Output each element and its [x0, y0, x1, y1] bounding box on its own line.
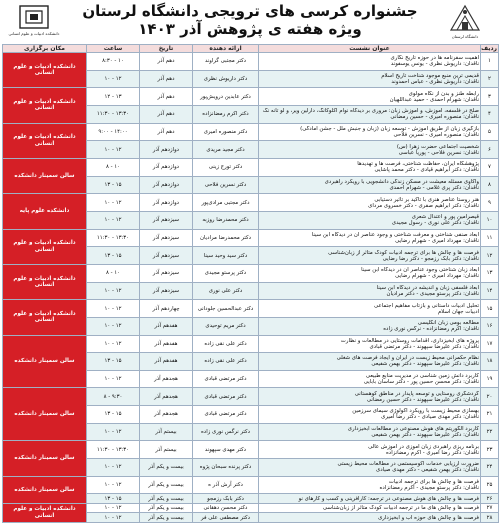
date-cell: سیزدهم آذر	[140, 282, 193, 300]
time-cell: ۱۲ - ۱۰	[87, 141, 140, 159]
table-row	[3, 388, 499, 406]
row-number-cell: ۲۴	[481, 459, 499, 477]
presenter-cell: دکتر نسرین فلاحی	[193, 176, 259, 194]
session-critics-text: ناقدان: دکتر علیرضا سپهوند - دکتر مرتضی قبادی	[369, 343, 479, 350]
row-number-cell: ۲۰	[481, 388, 499, 406]
row-number-cell: ۱۵	[481, 300, 499, 318]
session-title-cell	[259, 317, 481, 335]
presenter-cell: دکتر سید وحید سینا	[193, 247, 259, 265]
presenter-cell: دکتر عابدین درویش‌پور	[193, 88, 259, 106]
faculty-emblem-icon	[17, 3, 51, 31]
header	[0, 0, 500, 46]
row-number-cell: ۱۹	[481, 370, 499, 388]
date-cell: هجدهم آذر	[140, 370, 193, 388]
location-cell: دانشکده ادبیات و علوم انسانی	[3, 123, 87, 158]
session-critics-text: ناقدان: منصوره امیری - نسرین فلاحی	[393, 131, 479, 138]
session-title-cell	[259, 211, 481, 229]
session-title-text: ابعاد زبان شناختی وجود عناصر آن در دیدگاه ابن سینا	[361, 267, 479, 274]
presenter-cell: دکتر اکرم رمضانزاده	[193, 105, 259, 123]
session-title-text: هنر روستا عناصر هنری با تاکید بر تأثیر دستیابی	[374, 196, 479, 203]
session-title-cell	[259, 406, 481, 424]
table-row	[3, 158, 499, 176]
presenter-cell: دکتر محسن دهقانی	[193, 503, 259, 513]
row-number-cell: ۱۲	[481, 247, 499, 265]
row-number-cell: ۱۶	[481, 317, 499, 335]
presenter-cell: دکتر مجتبی مرادی‌پور	[193, 194, 259, 212]
date-cell: دوازدهم آذر	[140, 158, 193, 176]
session-title-cell	[259, 335, 481, 353]
presenter-cell: دکتر نرگس نوری زاده	[193, 423, 259, 441]
table-row	[3, 264, 499, 282]
presenter-cell: دکتر بابک رزمجو	[193, 494, 259, 504]
row-number-cell: ۱۴	[481, 282, 499, 300]
presenter-cell: دکتر مصطفی علی فر	[193, 513, 259, 523]
time-cell: ۱۲ - ۱۰	[87, 503, 140, 513]
location-cell: سالن سمینار دانشکده	[3, 388, 87, 441]
col-header-title: عنوان نشست	[259, 45, 481, 53]
session-title-text: کاربرد الگوریتم های هوش مصنوعی در مطالعات آبخیزداری	[347, 426, 479, 433]
session-title-cell	[259, 247, 481, 265]
time-cell: ۱۲ - ۱۰	[87, 70, 140, 88]
presenter-cell: دکتر عبدالحسین جلودانی	[193, 300, 259, 318]
faculty-logo	[6, 3, 62, 39]
date-cell: سیزدهم آذر	[140, 264, 193, 282]
session-title-text: قدیمی ترین منبع موجود شناخت تاریخ اسلام	[381, 72, 479, 79]
time-cell: ۱۲ - ۱۰	[87, 513, 140, 523]
date-cell: سیزدهم آذر	[140, 229, 193, 247]
schedule-table	[2, 44, 499, 523]
time-cell: ۱۵ - ۱۳	[87, 353, 140, 371]
time-cell: ۱۳:۳۰ - ۱۱:۳۰	[87, 229, 140, 247]
session-title-cell	[259, 53, 481, 71]
session-critics-text: ناقدان: شهرام احمدی - حمید عبداللهیان	[389, 96, 479, 103]
location-cell: دانشکده ادبیات و علوم انسانی	[3, 53, 87, 88]
presenter-cell: دکتر مرتضی قبادی	[193, 370, 259, 388]
table-row	[3, 300, 499, 318]
row-number-cell: ۷	[481, 158, 499, 176]
col-header-location: مکان برگزاری	[3, 45, 87, 53]
row-number-cell: ۵	[481, 123, 499, 141]
date-cell: دوازدهم آذر	[140, 141, 193, 159]
session-title-text: کاربرد دانش زمین شناسی در مدیریت منابع طبیعی	[365, 373, 479, 380]
session-title-cell	[259, 423, 481, 441]
row-number-cell: ۲۵	[481, 476, 499, 494]
university-logo-caption: دانشگاه لرستان	[451, 34, 479, 39]
time-cell: ۱۰ - ۸	[87, 264, 140, 282]
session-critics-text: ناقدان: دکتر ابراهیم صفری - دکتر خسروی مردای	[368, 202, 479, 209]
time-cell: ۱۲ - ۱۰	[87, 370, 140, 388]
date-cell: هجدهم آذر	[140, 406, 193, 424]
date-cell: هفدهم آذر	[140, 317, 193, 335]
session-title-cell	[259, 229, 481, 247]
session-title-text: ابعاد صنفی شناختی و معرفت شناختی و وجود عناصر آن در دیدگاه ابن سینا	[311, 231, 479, 238]
table-row	[3, 229, 499, 247]
col-header-date: تاریخ	[140, 45, 193, 53]
session-title-cell	[259, 176, 481, 194]
date-cell: هجدهم آذر	[140, 388, 193, 406]
session-title-text: فرصت ها و چالش های حوزه آب و آبخیزداری	[378, 514, 479, 521]
session-critics-text: ادبیات جهان اسلام	[437, 308, 479, 315]
session-title-cell	[259, 88, 481, 106]
session-critics-text: ناقدان: دکتر علیرضا سپهوند - دکتر بهمن شفیعی	[371, 361, 479, 368]
row-number-cell: ۱۳	[481, 264, 499, 282]
date-cell: دهم آذر	[140, 70, 193, 88]
session-title-text: واکاوی مسئله معیشت در مسکن زندگی دانشجویی با رویکرد راهبردی	[324, 178, 479, 185]
date-cell: دوازدهم آذر	[140, 194, 193, 212]
table-row	[3, 335, 499, 353]
row-number-cell: ۲	[481, 70, 499, 88]
col-header-time: ساعت	[87, 45, 140, 53]
session-title-text: ابعاد فلسفی زبان و اندیشه در دیدگاه ابن سینا	[376, 284, 479, 291]
date-cell: دهم آذر	[140, 105, 193, 123]
col-header-presenter: ارائه دهنده	[193, 45, 259, 53]
location-cell: دانشکده ادبیات و علوم انسانی	[3, 264, 87, 299]
location-cell: سالن سمینار دانشکده	[3, 335, 87, 388]
session-title-text: شخصیت اجتماعی حضرت زهرا (س)	[396, 143, 479, 150]
time-cell: ۱۲ - ۱۰	[87, 317, 140, 335]
session-critics-text: ناقدان: دکتر بهمن شفیعی - دکتر مهدی صیادی	[376, 467, 479, 474]
location-cell: دانشکده ادبیات و علوم انسانی	[3, 503, 87, 522]
location-cell: دانشکده ادبیات و علوم انسانی	[3, 229, 87, 264]
session-title-cell	[259, 459, 481, 477]
date-cell: هفدهم آذر	[140, 335, 193, 353]
time-cell: ۱۳ - ۱۲	[87, 88, 140, 106]
university-emblem-icon	[445, 2, 485, 34]
date-cell: بیست و یکم آذر	[140, 459, 193, 477]
presenter-cell: دکتر منصوره امیری	[193, 123, 259, 141]
session-critics-text: ناقدان: دکتر علی نوری - رسول مجیدی	[391, 220, 479, 227]
session-title-cell	[259, 264, 481, 282]
date-cell: دهم آذر	[140, 88, 193, 106]
time-cell: ۱۰ - ۸:۳۰	[87, 53, 140, 71]
table-row	[3, 123, 499, 141]
session-critics-text: ناقدان: مهرداد امیری - شهرام رضایی	[395, 237, 479, 244]
time-cell: ۱۵ - ۱۳	[87, 247, 140, 265]
session-title-cell	[259, 494, 481, 504]
location-cell: دانشکده ادبیات و علوم انسانی	[3, 300, 87, 335]
session-title-cell	[259, 194, 481, 212]
session-title-text: مطالعه بومی زبان انگلیسی	[417, 320, 479, 327]
time-cell: ۱۲ - ۱۰	[87, 211, 140, 229]
schedule-body	[3, 53, 499, 523]
session-critics-text: ناقدان: دکتر پری غلامی - شهرام احمدی	[389, 184, 479, 191]
session-critics-text: ناقدان: مهرداد امیری - شهرام رضایی	[395, 273, 479, 280]
session-title-text: صلح در فلسفه، آموزش، و آموزش زبان: مروری بر دیدگاه نوام آکلوکانگ، دارلین ویر، و لو تانه نگ	[262, 108, 479, 115]
table-row	[3, 194, 499, 212]
table-row	[3, 53, 499, 71]
presenter-cell: دکتر پرستو مجیدی	[193, 264, 259, 282]
row-number-cell: ۲۷	[481, 503, 499, 513]
session-title-cell	[259, 123, 481, 141]
time-cell: ۱۲ - ۱۰	[87, 476, 140, 494]
session-title-cell	[259, 388, 481, 406]
row-number-cell: ۸	[481, 176, 499, 194]
university-logo	[436, 2, 494, 42]
presenter-cell: دکتر مرتضی قبادی	[193, 406, 259, 424]
session-title-text: نظام حکمرانی محیط زیست در ایران و ایجاد فرصت های شغلی	[336, 355, 479, 362]
date-cell: دهم آذر	[140, 123, 193, 141]
session-title-text: بازگیری زبان از طریق آموزش - توسعه زبان (زبان و جنبش ملل - جشن آمادگی)	[300, 125, 479, 132]
session-critics-text: ناقدان: داریوش نظری - عباس احمدوند	[391, 78, 479, 85]
session-critics-text: ناقدان: دکتر علیرضا سپهوند - دکتر بهمن شفیعی	[371, 432, 479, 439]
row-number-cell: ۳	[481, 88, 499, 106]
time-cell: ۱۰ - ۸	[87, 158, 140, 176]
presenter-cell: دکتر مهدی سپهوند	[193, 441, 259, 459]
session-title-cell	[259, 441, 481, 459]
presenter-cell: دکتر مریم توحیدی	[193, 317, 259, 335]
session-critics-text: ناقدان: دکتر پرستو مجیدی - اکرم رمضانزاده	[379, 485, 479, 492]
time-cell: ۱۲ - ۱۰	[87, 300, 140, 318]
date-cell: بیست و یکم آذر	[140, 494, 193, 504]
session-title-cell	[259, 476, 481, 494]
date-cell: چهاردهم آذر	[140, 300, 193, 318]
session-critics-text: ناقدان: دکتر بابک رزمجو - دکتر رضا رضایی	[382, 255, 479, 262]
row-number-cell: ۶	[481, 141, 499, 159]
page-title: جشنواره کرسی های ترویجی دانشگاه لرستان	[82, 2, 418, 20]
session-title-cell	[259, 503, 481, 513]
presenter-cell: دکتر تورج زینی	[193, 158, 259, 176]
presenter-cell: دکتر محمدرضا مرادیان	[193, 229, 259, 247]
session-title-text: پژوهشگاه ایران، حفاظت شناختی، فرصت ها و تهدیدها	[357, 161, 479, 168]
session-title-text: قیصرامین پور و اعتدال شعری	[411, 214, 479, 221]
time-cell: ۹:۳۰ - ۸	[87, 388, 140, 406]
time-cell: ۱۵ - ۱۳	[87, 176, 140, 194]
faculty-logo-caption: دانشکده ادبیات و علوم انسانی	[8, 31, 60, 36]
presenter-cell: دکتر مجتبی گراوند	[193, 53, 259, 71]
presenter-cell: دکتر پرنده سبحان پژوه	[193, 459, 259, 477]
row-number-cell: ۱۸	[481, 353, 499, 371]
session-title-cell	[259, 105, 481, 123]
session-title-cell	[259, 141, 481, 159]
session-title-text: فرصت ها و چالش های ما در ترجمه ادبیات کودک متأثر از زبان‌شناسی	[322, 505, 479, 512]
session-title-cell	[259, 70, 481, 88]
table-row	[3, 441, 499, 459]
session-title-text: اهمیت سفرنامه ها در حوزه تاریخ نگاری	[390, 55, 479, 62]
presenter-cell: دکتر آرش آذر ه	[193, 476, 259, 494]
session-critics-text: ناقدان: دکتر مهدی صیادی - دکتر رضا امیری	[381, 414, 479, 421]
col-header-row-number: ردیف	[481, 45, 497, 52]
session-title-cell	[259, 370, 481, 388]
session-critics-text: ناقدان: دکتر ابراهیم قیادی - دکتر محمد پاشایی	[374, 167, 479, 174]
session-critics-text: ناقدان: منصوره امیری - حسین رمضانی	[390, 114, 479, 121]
session-title-text: گردشگری روستایی و توسعه پایدار در مناطق کوهستانی	[354, 390, 479, 397]
session-critics-text: ناقدان: دکتر پرستو مجیدی - دکتر مرادیان	[386, 290, 479, 297]
session-critics-text: ناقدان: اکرم رمضانزاده - نرگس نوری زاده	[383, 326, 479, 333]
header-row	[3, 45, 499, 53]
time-cell: ۱۳:۳۰ - ۱۱:۳۰	[87, 105, 140, 123]
date-cell: دوازدهم آذر	[140, 176, 193, 194]
session-title-text: ضرورت ارزیابی خدمات اکوسیستمی در مطالعات محیط زیستی	[337, 461, 479, 468]
session-title-text: بهسازی محیط زیست با رویکرد اکولوژی سیمای سرزمین	[352, 408, 479, 415]
row-number-cell: ۱۱	[481, 229, 499, 247]
session-title-cell	[259, 513, 481, 523]
page-subtitle: ویژه هفته ی پژوهش آذر ۱۴۰۳	[138, 20, 362, 38]
row-number-cell: ۲۳	[481, 441, 499, 459]
table-row	[3, 476, 499, 494]
location-cell: سالن سمینار دانشکده	[3, 158, 87, 193]
session-title-text: فرصت ها و چالش ها برای ترجمه ادبیات کودک متأثر از زبان‌شناسی	[328, 249, 479, 256]
session-title-cell	[259, 300, 481, 318]
date-cell: بیست و یکم آذر	[140, 476, 193, 494]
time-cell: ۱۲ - ۱۰	[87, 194, 140, 212]
session-title-text: برنامه ریزی راهبردی زبان آموزی در آموزش عالی	[368, 443, 479, 450]
date-cell: سیزدهم آذر	[140, 211, 193, 229]
session-critics-text: ناقدان: دکتر محسن حسین پور - دکتر ساسان بابایی	[363, 379, 479, 386]
date-cell: سیزدهم آذر	[140, 247, 193, 265]
location-cell: دانشکده علوم پایه	[3, 194, 87, 229]
time-cell: ۱۴:۰۰ - ۹:۰۰	[87, 123, 140, 141]
session-title-text: تحلیل ادبیات داستانی و بازتاب مفاهیم اجتماعی	[374, 302, 479, 309]
row-number-cell: ۱۰	[481, 211, 499, 229]
date-cell: بیست و یکم آذر	[140, 503, 193, 513]
location-cell: سالن سمینار دانشکده	[3, 476, 87, 503]
presenter-cell: دکتر علی نقی زاده	[193, 335, 259, 353]
session-title-cell	[259, 282, 481, 300]
session-title-cell	[259, 158, 481, 176]
session-title-text: پروژه های آبخیزداری، اقدامات روستایی در مطالعات و نظارت	[340, 337, 479, 344]
session-title-text: رابطه طنز و بدن از نگاه مولوی	[408, 90, 479, 97]
session-critics-text: ناقدان: نسرین فلاحی - پوریا عباسی	[398, 149, 479, 156]
table-row	[3, 503, 499, 513]
row-number-cell: ۴	[481, 105, 499, 123]
date-cell: بیستم آذر	[140, 441, 193, 459]
date-cell: هفدهم آذر	[140, 353, 193, 371]
session-critics-text: ناقدان: دکتر علیرضا سپهوند - دکتر حسین رمضانی	[366, 396, 479, 403]
session-title-text: فرصت ها و چالش های هوش مصنوعی در ترجمه: کارآفرینی و کسب و کارهای نو	[298, 495, 479, 502]
row-number-cell: ۱	[481, 53, 499, 71]
date-cell: بیست و یکم آذر	[140, 513, 193, 523]
session-critics-text: ناقدان: داریوش نظری - یونس یوسفوند	[390, 61, 479, 68]
presenter-cell: دکتر علی نوری	[193, 282, 259, 300]
session-title-text: فرصت ها و چالش ها برای ترجمه ادبیات	[388, 479, 479, 486]
row-number-cell: ۲۶	[481, 494, 499, 504]
row-number-cell: ۲۱	[481, 406, 499, 424]
time-cell: ۱۳:۳۰ - ۱۱:۳۰	[87, 441, 140, 459]
time-cell: ۱۲ - ۱۰	[87, 423, 140, 441]
time-cell: ۱۵ - ۱۳	[87, 406, 140, 424]
presenter-cell: دکتر مرتضی قبادی	[193, 388, 259, 406]
presenter-cell: دکتر علی نقی زاده	[193, 353, 259, 371]
date-cell: دهم آذر	[140, 53, 193, 71]
presenter-cell: دکتر محمدرضا روزبه	[193, 211, 259, 229]
presenter-cell: دکتر داریوش نظری	[193, 70, 259, 88]
row-number-cell: ۹	[481, 194, 499, 212]
session-critics-text: ناقدان: دکتر رضا امیری - اکرم رمضانزاده	[385, 449, 479, 456]
time-cell: ۱۵ - ۱۳	[87, 494, 140, 504]
location-cell: سالن سمینار دانشکده	[3, 441, 87, 476]
location-cell: دانشکده ادبیات و علوم انسانی	[3, 88, 87, 123]
table-row	[3, 88, 499, 106]
time-cell: ۱۲ - ۱۰	[87, 282, 140, 300]
row-number-cell: ۲۲	[481, 423, 499, 441]
presenter-cell: دکتر مجید مریدی	[193, 141, 259, 159]
row-number-cell: ۱۷	[481, 335, 499, 353]
time-cell: ۱۲ - ۱۰	[87, 335, 140, 353]
row-number-cell: ۲۸	[481, 513, 499, 523]
date-cell: بیستم آذر	[140, 423, 193, 441]
time-cell: ۱۲ - ۱۰	[87, 459, 140, 477]
session-title-cell	[259, 353, 481, 371]
